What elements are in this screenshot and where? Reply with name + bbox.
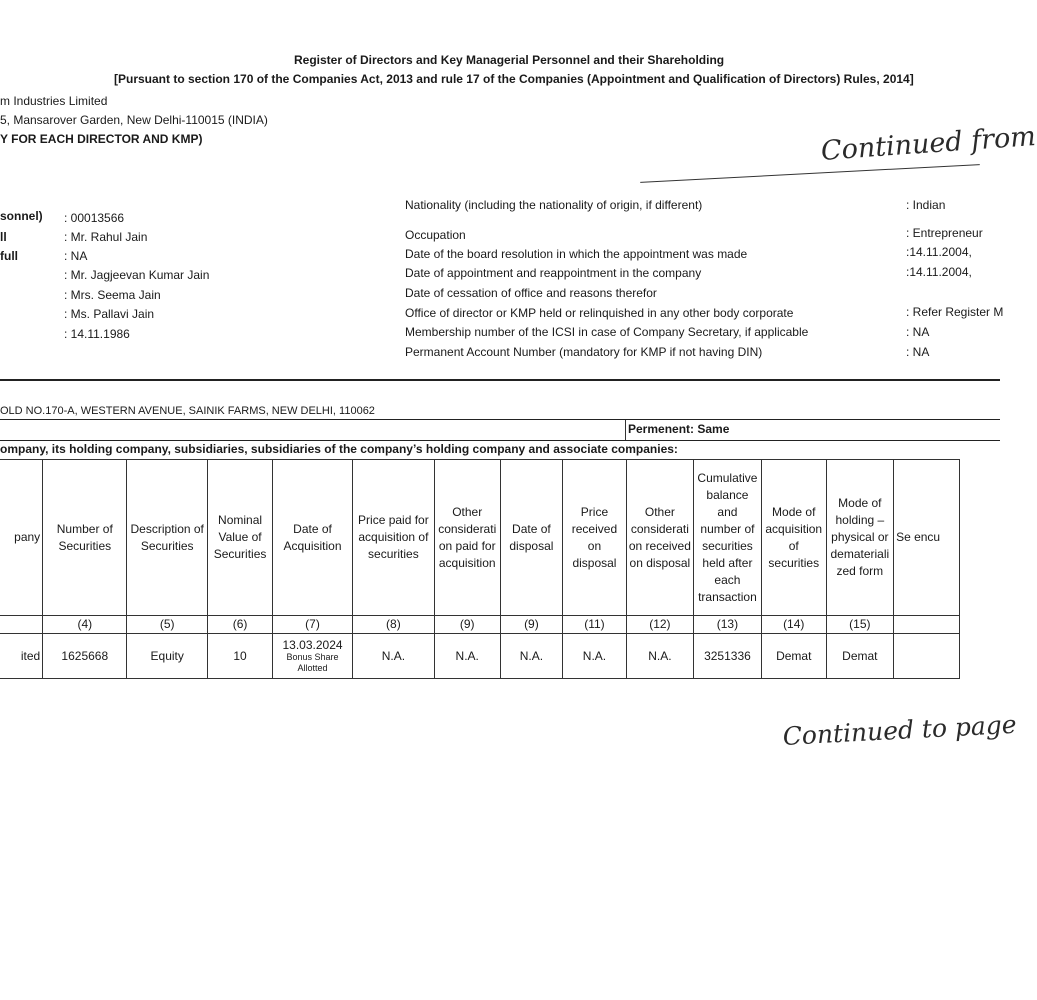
address-rule — [0, 419, 1000, 420]
col-header-price-paid: Price paid for acquisition of securities — [352, 460, 434, 616]
personal-right-label: Date of appointment and reappointment in the company — [405, 266, 702, 280]
securities-heading: ompany, its holding company, subsidiaries, subsidiaries of the company’s holding company and associate companies: — [0, 442, 678, 456]
col-header-mode-acquisition: Mode of acquisition of securities — [761, 460, 826, 616]
col-header-other-paid: Other considerati on paid for acquisition — [434, 460, 500, 616]
cell-nominal: 10 — [208, 634, 273, 679]
col-header-cumulative: Cumulative balance and number of securities held after each transaction — [694, 460, 762, 616]
col-header-nominal: Nominal Value of Securities — [208, 460, 273, 616]
col-number: (14) — [761, 616, 826, 634]
personal-right-label: Date of the board resolution in which the appointment was made — [405, 247, 748, 261]
personal-right-value: : Refer Register M — [906, 305, 1004, 319]
date-acquisition-value: 13.03.2024 — [282, 638, 343, 652]
col-number: (9) — [500, 616, 563, 634]
personal-left-value: : Mr. Jagjeevan Kumar Jain — [64, 268, 210, 282]
col-header-description: Description of Securities — [127, 460, 208, 616]
col-header-company: pany — [0, 460, 43, 616]
cell-number: 1625668 — [43, 634, 127, 679]
personal-right-label: Date of cessation of office and reasons therefor — [405, 286, 657, 300]
cell-company: ited — [0, 634, 43, 679]
personal-right-value: :14.11.2004, — [906, 245, 972, 259]
personal-right-label: Membership number of the ICSI in case of Company Secretary, if applicable — [405, 325, 809, 339]
cell-date-acquisition — [273, 634, 353, 679]
handwritten-note-bottom: Continued to page — [782, 709, 1018, 751]
cell-price-paid: N.A. — [352, 634, 434, 679]
address-separator — [625, 420, 626, 440]
personal-right-label: Occupation — [405, 228, 466, 242]
personal-left-value: : 00013566 — [64, 211, 125, 225]
col-number: (12) — [626, 616, 693, 634]
register-subtitle: [Pursuant to section 170 of the Companies Act, 2013 and rule 17 of the Companies (Appointment and Qualification of Directors) Rules, 2014] — [114, 72, 914, 86]
personal-left-label: full — [0, 249, 18, 263]
col-number: (11) — [563, 616, 627, 634]
personal-right-label: Nationality (including the nationality of origin, if different) — [405, 198, 703, 212]
personal-right-value: : Indian — [906, 198, 946, 212]
cell-other-paid: N.A. — [434, 634, 500, 679]
col-number: (13) — [694, 616, 762, 634]
personal-right-label: Permanent Account Number (mandatory for KMP if not having DIN) — [405, 345, 763, 359]
table-row — [0, 634, 960, 679]
col-number: (5) — [127, 616, 208, 634]
personal-left-value: : Ms. Pallavi Jain — [64, 307, 155, 321]
col-header-date-disposal: Date of disposal — [500, 460, 563, 616]
personal-left-value: : Mr. Rahul Jain — [64, 230, 148, 244]
present-address: OLD NO.170-A, WESTERN AVENUE, SAINIK FARMS, NEW DELHI, 110062 — [0, 405, 375, 417]
personal-right-value: : NA — [906, 345, 930, 359]
col-number: (4) — [43, 616, 127, 634]
cell-cumulative: 3251336 — [694, 634, 762, 679]
col-number — [0, 616, 43, 634]
permanent-address: Permenent: Same — [628, 422, 730, 436]
securities-table — [0, 459, 960, 679]
personal-right-value: : Entrepreneur — [906, 226, 983, 240]
col-number — [894, 616, 960, 634]
col-number: (8) — [352, 616, 434, 634]
col-header-number: Number of Securities — [43, 460, 127, 616]
col-header-date-acquisition: Date of Acquisition — [273, 460, 353, 616]
section-title: Y FOR EACH DIRECTOR AND KMP) — [0, 132, 203, 146]
cell-price-received: N.A. — [563, 634, 627, 679]
cell-encumbrance — [894, 634, 960, 679]
section-divider — [0, 379, 1000, 381]
col-number: (6) — [208, 616, 273, 634]
col-number: (15) — [826, 616, 893, 634]
personal-left-label: ll — [0, 230, 7, 244]
col-header-other-received: Other considerati on received on disposal — [626, 460, 693, 616]
table-number-row — [0, 616, 960, 634]
table-header-row — [0, 460, 960, 616]
col-number: (7) — [273, 616, 353, 634]
company-address: 5, Mansarover Garden, New Delhi-110015 (INDIA) — [0, 113, 268, 127]
register-title: Register of Directors and Key Managerial Personnel and their Shareholding — [294, 53, 725, 67]
date-acquisition-note: Bonus Share Allotted — [286, 652, 339, 673]
personal-left-value: : NA — [64, 249, 88, 263]
personal-right-value: :14.11.2004, — [906, 265, 972, 279]
personal-left-label: sonnel) — [0, 209, 43, 223]
personal-right-label: Office of director or KMP held or relinquished in any other body corporate — [405, 306, 794, 320]
handwritten-note-top: Continued from — [820, 120, 1037, 167]
cell-mode-acquisition: Demat — [761, 634, 826, 679]
company-name: m Industries Limited — [0, 94, 108, 108]
cell-date-disposal: N.A. — [500, 634, 563, 679]
cell-other-received: N.A. — [626, 634, 693, 679]
personal-left-value: : Mrs. Seema Jain — [64, 288, 161, 302]
cell-mode-holding: Demat — [826, 634, 893, 679]
handwritten-underline — [640, 164, 980, 183]
address-rule — [0, 440, 1000, 441]
personal-left-value: : 14.11.1986 — [64, 327, 130, 341]
col-header-mode-holding: Mode of holding – physical or demateriali zed form — [826, 460, 893, 616]
col-header-price-received: Price received on disposal — [563, 460, 627, 616]
personal-right-value: : NA — [906, 325, 930, 339]
cell-description: Equity — [127, 634, 208, 679]
col-header-encumbrance: Se encu — [894, 460, 960, 616]
col-number: (9) — [434, 616, 500, 634]
